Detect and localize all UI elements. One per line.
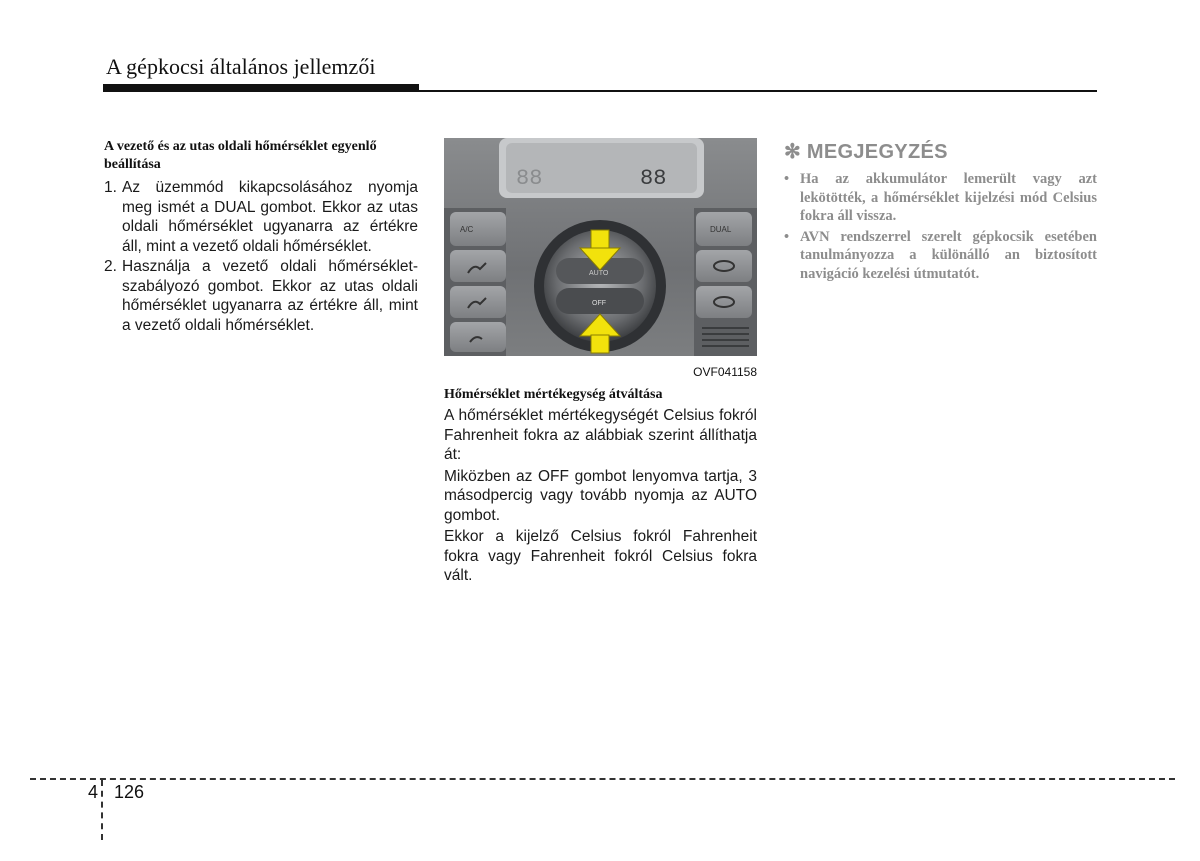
display-left-digits: 88	[516, 166, 543, 191]
notes-list	[784, 170, 1097, 283]
step-number: 1.	[104, 179, 117, 196]
auto-button-label: AUTO	[589, 270, 609, 277]
note-asterisk-icon: ✻	[784, 141, 802, 163]
body-paragraph: Miközben az OFF gombot lenyomva tartja, 3 másodpercig vagy tovább nyomja az AUTO gombot.	[444, 467, 757, 524]
step-text: Használja a vezető oldali hőmérséklet-szabályozó gombot. Ekkor az utas oldali hőmérséklet ugyanarra az értékre áll, mint a vezető oldali hőmérséklet.	[122, 258, 418, 334]
header-rule-thick	[103, 84, 419, 92]
bullet-icon: •	[784, 228, 790, 245]
step-number: 2.	[104, 258, 117, 275]
body-paragraph: Ekkor a kijelző Celsius fokról Fahrenheit fokra vagy Fahrenheit fokról Celsius fokra vált.	[444, 528, 757, 584]
fresh-air-button	[696, 286, 752, 318]
off-button-label: OFF	[592, 300, 606, 307]
ac-button	[450, 212, 506, 246]
footer-dashed-rule	[30, 778, 1175, 780]
ac-button-label: A/C	[460, 225, 474, 234]
section-number: 4	[88, 782, 99, 802]
climate-panel-illustration	[444, 138, 757, 356]
note-title-text: MEGJEGYZÉS	[806, 141, 948, 163]
list-item	[784, 170, 1097, 226]
note-box	[784, 138, 1097, 285]
note-text: AVN rendszerrel szerelt gépkocsik esetében tanulmányozza a különálló an biztosított navigáció kezelési útmutatót.	[800, 228, 1097, 282]
climate-control-panel-photo	[444, 138, 757, 356]
page-number	[88, 782, 144, 803]
display-right-digits: 88	[640, 166, 667, 191]
dual-button-label: DUAL	[710, 225, 732, 234]
note-heading	[784, 138, 1097, 166]
step-text: Az üzemmód kikapcsolásához nyomja meg ismét a DUAL gombot. Ekkor az utas oldali hőmérséklet ugyanarra az értékre áll, mint a vezető oldali hőmérséklet.	[122, 179, 418, 255]
seat-button-1	[450, 250, 506, 282]
left-column	[104, 138, 418, 336]
left-button-column	[444, 208, 506, 356]
figure-caption-code: OVF041158	[693, 365, 757, 379]
section-heading-unit-conversion: Hőmérséklet mértékegység átváltása	[444, 387, 663, 402]
middle-column	[444, 138, 757, 588]
section-heading-equal-temperature: A vezető és az utas oldali hőmérséklet egyenlő beállítása	[104, 139, 377, 172]
steps-list	[104, 178, 418, 335]
list-item	[104, 257, 418, 335]
note-text: Ha az akkumulátor lemerült vagy azt lekötötték, a hőmérséklet kijelzési mód Celsius fokra áll vissza.	[800, 171, 1097, 224]
body-paragraph: A hőmérséklet mértékegységét Celsius fokról Fahrenheit fokra az alábbiak szerint állíthatja át:	[444, 407, 757, 463]
list-item	[784, 228, 1097, 284]
header-rule-thin	[419, 90, 1097, 92]
right-button-column	[694, 208, 757, 356]
page-number-value: 126	[114, 782, 145, 802]
list-item	[104, 178, 418, 256]
page-header-title: A gépkocsi általános jellemzői	[106, 54, 376, 79]
bullet-icon: •	[784, 171, 790, 187]
recirc-button	[696, 250, 752, 282]
